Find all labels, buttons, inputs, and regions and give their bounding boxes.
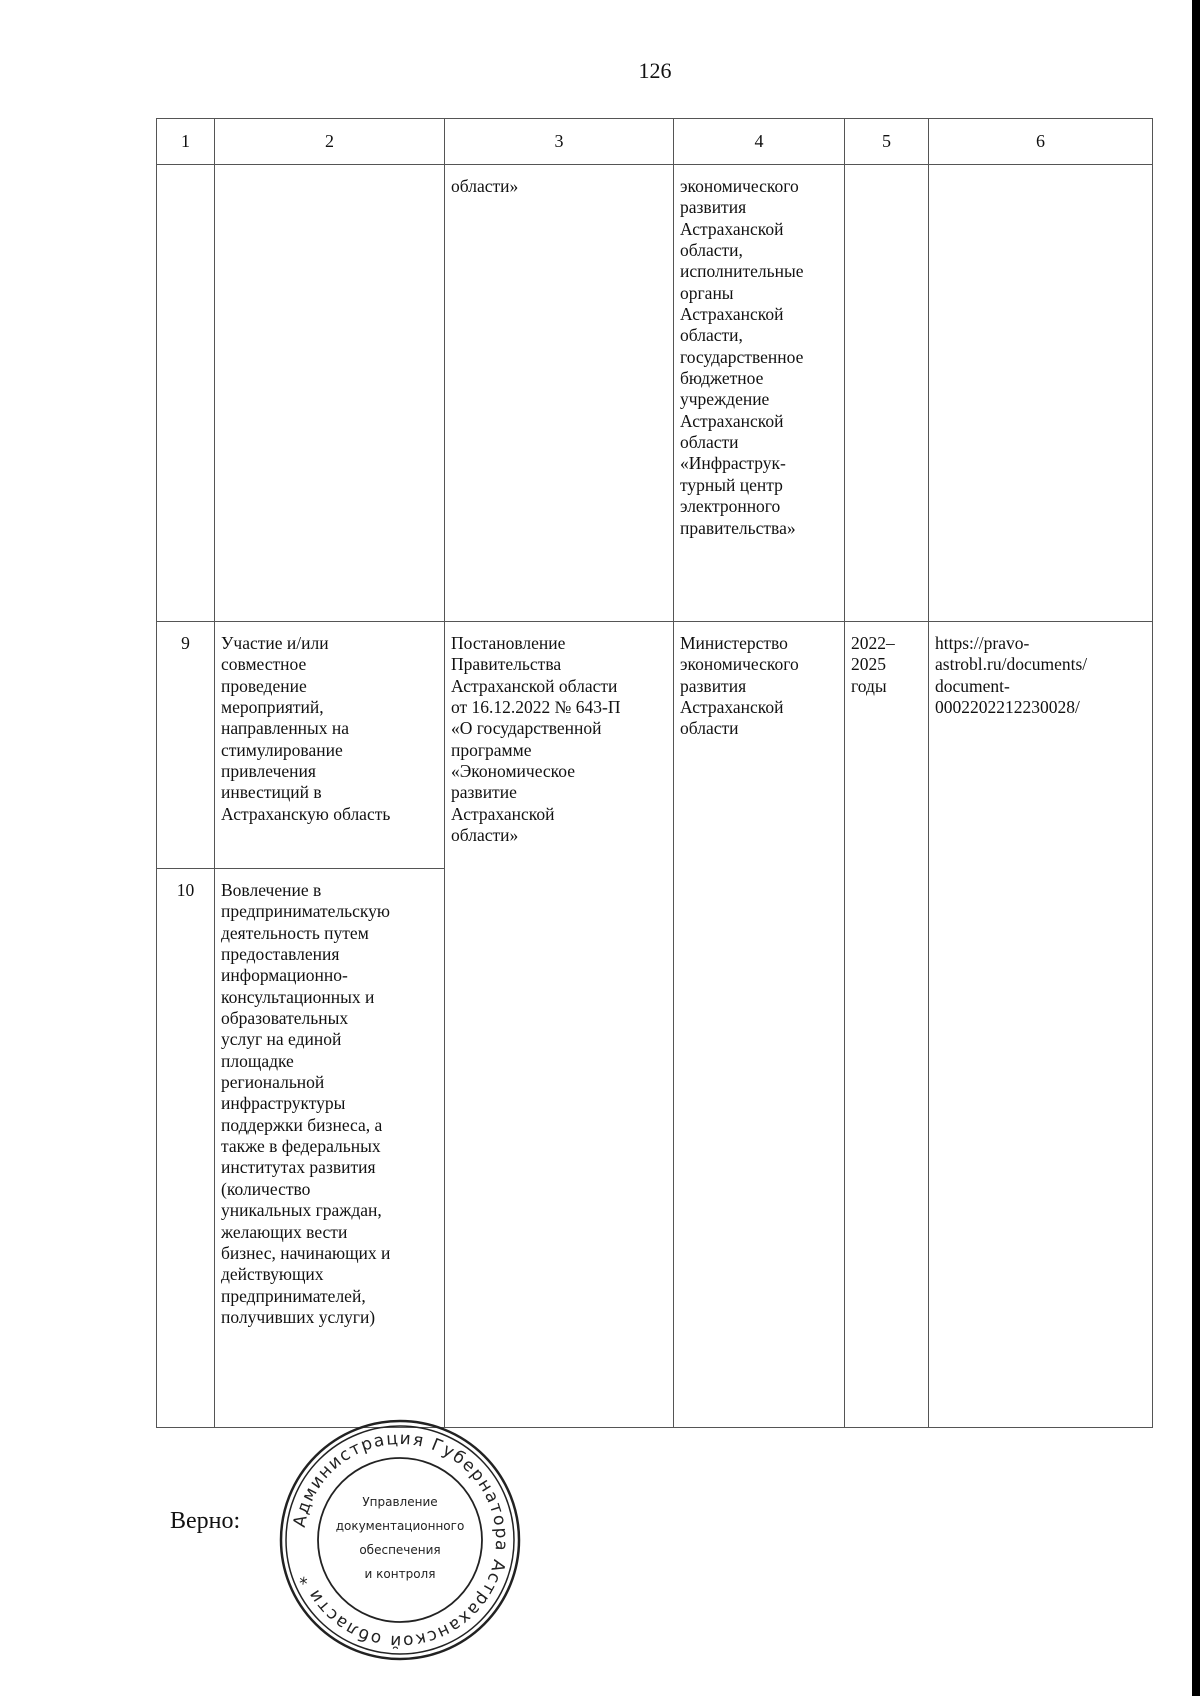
- link-cell: https://pravo- astrobl.ru/documents/ document- 0002202212230028/: [929, 622, 1153, 1428]
- activity-cell: Участие и/или совместное проведение мероприятий, направленных на стимулирование привлечения инвестиций в Астраханскую область: [215, 622, 445, 869]
- responsible-cell: Министерство экономического развития Астраханской области: [674, 622, 845, 1428]
- column-header: 6: [929, 119, 1153, 165]
- stamp-inner-text: документационного: [335, 1519, 465, 1533]
- table-row: [157, 165, 1153, 622]
- stamp-inner-text: обеспечения: [359, 1543, 441, 1557]
- row-number: 9: [157, 622, 215, 869]
- svg-text:Администрация Губернатора Астр: [290, 1429, 511, 1651]
- table-cell: [845, 165, 929, 622]
- column-header: 5: [845, 119, 929, 165]
- table-cell: [929, 165, 1153, 622]
- row-number: 10: [157, 869, 215, 1428]
- table-cell: области»: [445, 165, 674, 622]
- legal-document-cell: Постановление Правительства Астраханской области от 16.12.2022 № 643-П «О государственной программе «Экономическое развитие Астраханской области»: [445, 622, 674, 1428]
- official-stamp-seal: [278, 1418, 522, 1662]
- column-header: 2: [215, 119, 445, 165]
- column-header: 1: [157, 119, 215, 165]
- table-row: [157, 622, 1153, 869]
- column-header: 3: [445, 119, 674, 165]
- table-cell: экономического развития Астраханской области, исполнительные органы Астраханской области, государственное бюджетное учреждение Астраханской области «Инфраструк- турный центр электронного правительства»: [674, 165, 845, 622]
- table-cell: [157, 165, 215, 622]
- program-table: [156, 118, 1153, 1428]
- stamp-inner-text: и контроля: [364, 1567, 436, 1581]
- table-header-row: [157, 119, 1153, 165]
- table-cell: [215, 165, 445, 622]
- column-header: 4: [674, 119, 845, 165]
- page-right-edge: [1192, 0, 1200, 1696]
- page-number: 126: [638, 58, 672, 83]
- certification-label: Верно:: [170, 1508, 241, 1534]
- activity-cell: Вовлечение в предпринимательскую деятельность путем предоставления информационно- консультационных и образовательных услуг на единой площадке региональной инфраструктуры поддержки бизнеса, а также в федеральных институтах развития (количество уникальных граждан, желающих вести бизнес, начинающих и действующих предпринимателей, получивших услуги): [215, 869, 445, 1428]
- period-cell: 2022– 2025 годы: [845, 622, 929, 1428]
- stamp-inner-text: Управление: [362, 1495, 438, 1509]
- stamp-outer-text: Администрация Губернатора Астраханской области *: [289, 1428, 512, 1652]
